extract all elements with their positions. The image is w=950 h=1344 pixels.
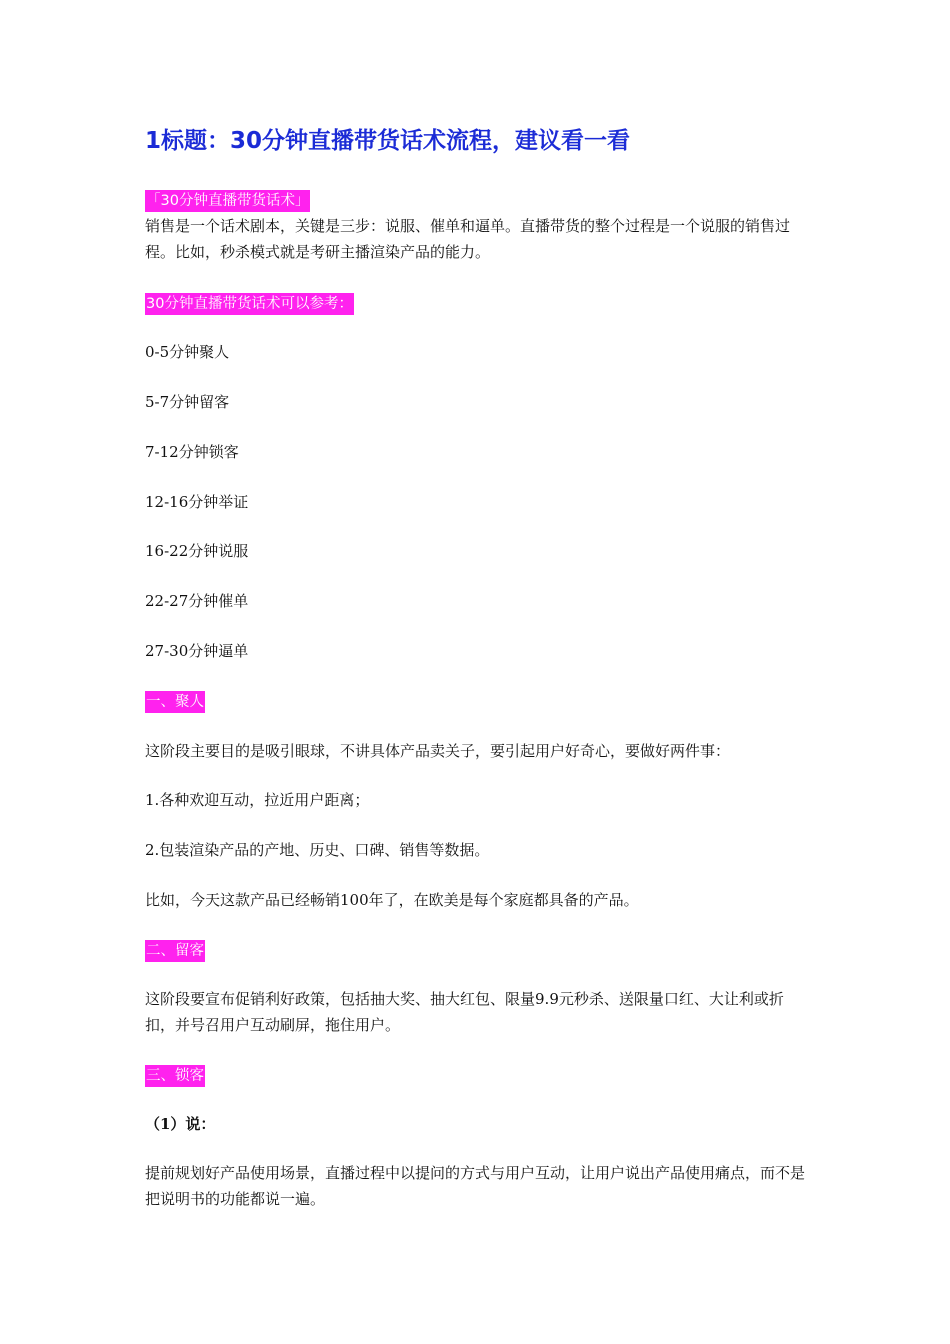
intro-block (145, 187, 810, 265)
timeline-item: 0-5分钟聚人 (145, 343, 230, 361)
timeline-item: 12-16分钟举证 (145, 493, 249, 511)
timeline-item: 22-27分钟催单 (145, 592, 249, 610)
section-3-heading: 三、锁客 (145, 1065, 205, 1087)
section-1-example: 比如，今天这款产品已经畅销100年了，在欧美是每个家庭都具备的产品。 (145, 891, 639, 909)
reference-heading-line (145, 291, 354, 315)
section-1-heading-line (145, 689, 205, 713)
section-3-heading-line (145, 1063, 205, 1087)
intro-heading: 「30分钟直播带货话术」 (145, 190, 310, 212)
section-2-heading: 二、留客 (145, 940, 205, 962)
section-3-paragraph: 提前规划好产品使用场景，直播过程中以提问的方式与用户互动，让用户说出产品使用痛点，而不是把说明书的功能都说一遍。 (145, 1164, 806, 1208)
reference-heading: 30分钟直播带货话术可以参考： (145, 293, 354, 315)
section-1-list-item: 2.包装渲染产品的产地、历史、口碑、销售等数据。 (145, 841, 490, 859)
section-2-heading-line (145, 938, 205, 962)
section-1-list-item: 1.各种欢迎互动，拉近用户距离； (145, 791, 370, 809)
section-2-paragraph: 这阶段要宣布促销利好政策，包括抽大奖、抽大红包、限量9.9元秒杀、送限量口红、大让利或折扣，并号召用户互动刷屏，拖住用户。 (145, 990, 784, 1034)
timeline-item: 27-30分钟逼单 (145, 642, 249, 660)
timeline-item: 7-12分钟锁客 (145, 443, 239, 461)
section-1-paragraph: 这阶段主要目的是吸引眼球，不讲具体产品卖关子，要引起用户好奇心，要做好两件事： (145, 742, 731, 760)
intro-paragraph: 销售是一个话术剧本，关键是三步：说服、催单和逼单。直播带货的整个过程是一个说服的销售过程。比如，秒杀模式就是考研主播渲染产品的能力。 (145, 217, 791, 261)
section-3-subheading: （1）说： (145, 1115, 216, 1133)
timeline-item: 16-22分钟说服 (145, 542, 249, 560)
section-1-heading: 一、聚人 (145, 691, 205, 713)
timeline-item: 5-7分钟留客 (145, 393, 230, 411)
document-title: 1标题：30分钟直播带货话术流程，建议看一看 (145, 128, 631, 154)
